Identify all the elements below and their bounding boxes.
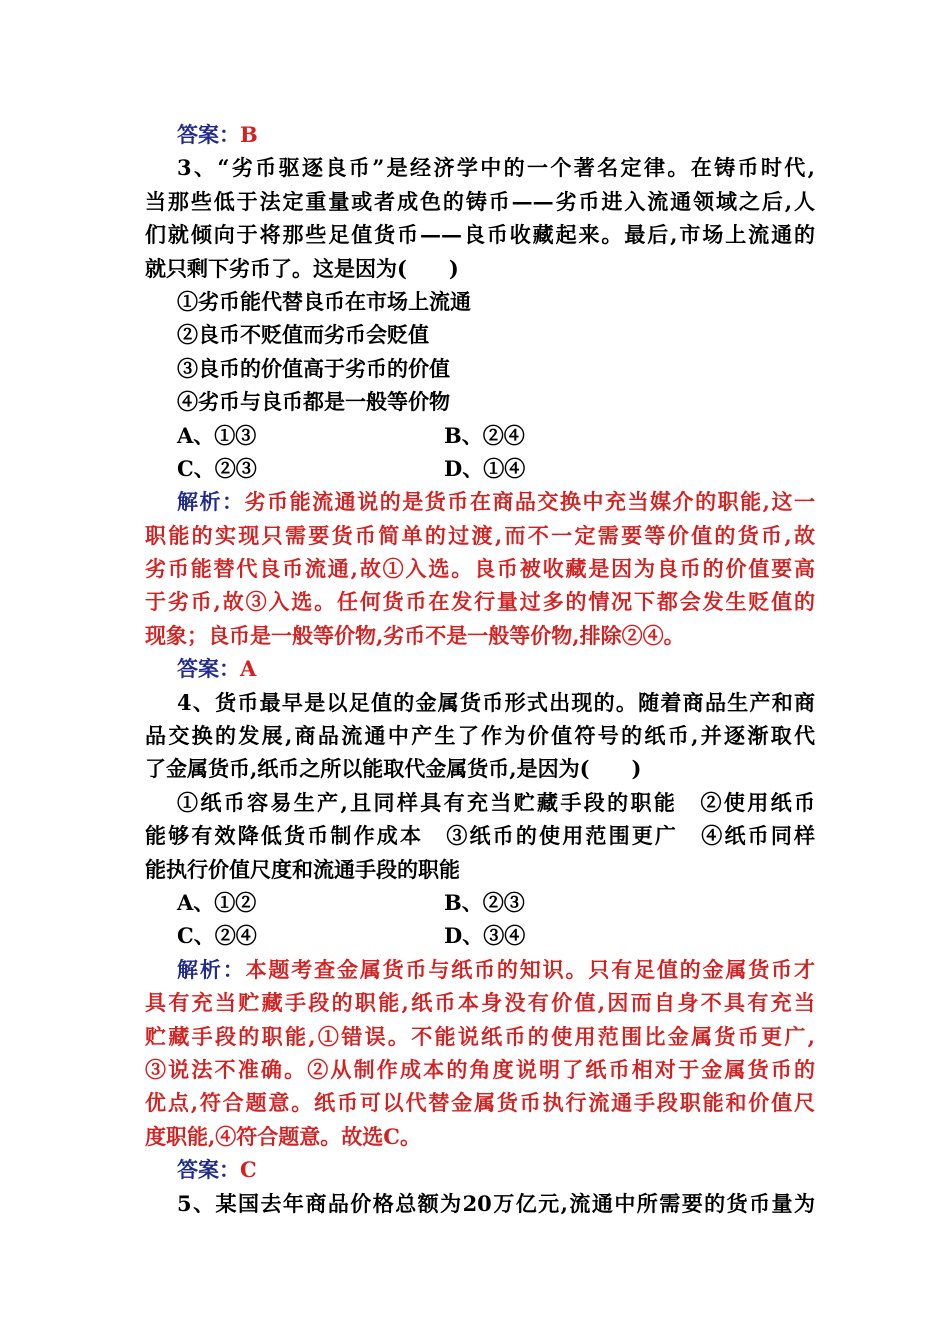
q4-analysis-line <box>145 953 815 986</box>
answer-value: B <box>240 122 258 147</box>
analysis-label: 解析： <box>177 489 245 515</box>
option-d: D、①④ <box>444 455 526 481</box>
option-a: A、①② <box>177 889 257 915</box>
q3-item: ①劣币能代替良币在市场上流通 <box>177 288 471 314</box>
option-b: B、②③ <box>444 889 525 915</box>
answer-label: 答案： <box>177 656 240 682</box>
q4-analysis-line: 贮藏手段的职能,①错误。不能说纸币的使用范围比金属货币更广, <box>145 1023 815 1049</box>
option-d: D、③④ <box>444 923 526 949</box>
option-c: C、②④ <box>177 923 257 949</box>
q4-answer <box>145 1153 815 1186</box>
q3-analysis-line: 于劣币,故③入选。任何货币在发行量过多的情况下都会发生贬值的 <box>145 589 815 615</box>
q3-answer <box>145 652 815 685</box>
q3-item: ②良币不贬值而劣币会贬值 <box>177 322 429 348</box>
q3-stem-line: 3、“劣币驱逐良币”是经济学中的一个著名定律。在铸币时代, <box>177 155 815 181</box>
answer-label: 答案： <box>177 1157 240 1183</box>
q3-analysis-line: 职能的实现只需要货币简单的过渡,而不一定需要等价值的货币,故 <box>145 522 815 548</box>
option-b: B、②④ <box>444 422 525 448</box>
q4-options-row <box>145 886 815 919</box>
q4-analysis-line: 具有充当贮藏手段的职能,纸币本身没有价值,因而自身不具有充当 <box>145 990 815 1016</box>
answer-value: A <box>240 656 257 682</box>
analysis-label: 解析： <box>177 956 246 982</box>
q3-analysis-line: 现象；良币是一般等价物,劣币不是一般等价物,排除②④。 <box>145 622 685 648</box>
q3-item: ③良币的价值高于劣币的价值 <box>177 355 450 381</box>
q4-item-line: 能执行价值尺度和流通手段的职能 <box>145 856 460 882</box>
analysis-text: 本题考查金属货币与纸币的知识。只有足值的金属货币才 <box>245 956 816 982</box>
q3-analysis-line: 劣币能替代良币流通,故①入选。良币被收藏是因为良币的价值要高 <box>145 556 815 582</box>
q3-options-row <box>145 419 815 452</box>
q3-item: ④劣币与良币都是一般等价物 <box>177 389 450 415</box>
q3-stem-line: 们就倾向于将那些足值货币——良币收藏起来。最后,市场上流通的 <box>145 222 815 248</box>
q3-analysis-line <box>145 485 815 518</box>
q3-options-row <box>145 452 815 485</box>
q4-stem-line: 品交换的发展,商品流通中产生了作为价值符号的纸币,并逐渐取代 <box>145 723 815 749</box>
q4-analysis-line: 优点,符合题意。纸币可以代替金属货币执行流通手段职能和价值尺 <box>145 1090 815 1116</box>
q4-item-line: 能够有效降低货币制作成本 ③纸币的使用范围更广 ④纸币同样 <box>145 823 815 849</box>
q4-options-row <box>145 919 815 952</box>
document-page <box>145 118 815 1220</box>
q4-stem-line: 了金属货币,纸币之所以能取代金属货币,是因为( ) <box>145 756 642 782</box>
q2-answer <box>145 118 815 151</box>
option-a: A、①③ <box>177 422 257 448</box>
answer-label: 答案： <box>177 122 240 147</box>
q5-stem-line: 5、某国去年商品价格总额为20万亿元,流通中所需要的货币量为 <box>177 1190 815 1216</box>
q3-stem-line: 就只剩下劣币了。这是因为( ) <box>145 255 459 281</box>
q4-analysis-line: 度职能,④符合题意。故选C。 <box>145 1123 422 1149</box>
q4-item-line: ①纸币容易生产,且同样具有充当贮藏手段的职能 ②使用纸币 <box>177 789 815 815</box>
q4-stem-line: 4、货币最早是以足值的金属货币形式出现的。随着商品生产和商 <box>177 689 815 715</box>
answer-value: C <box>240 1157 257 1183</box>
analysis-text: 劣币能流通说的是货币在商品交换中充当媒介的职能,这一 <box>244 489 816 515</box>
q4-analysis-line: ③说法不准确。②从制作成本的角度说明了纸币相对于金属货币的 <box>145 1056 815 1082</box>
option-c: C、②③ <box>177 455 257 481</box>
q3-stem-line: 当那些低于法定重量或者成色的铸币——劣币进入流通领域之后,人 <box>145 188 815 214</box>
